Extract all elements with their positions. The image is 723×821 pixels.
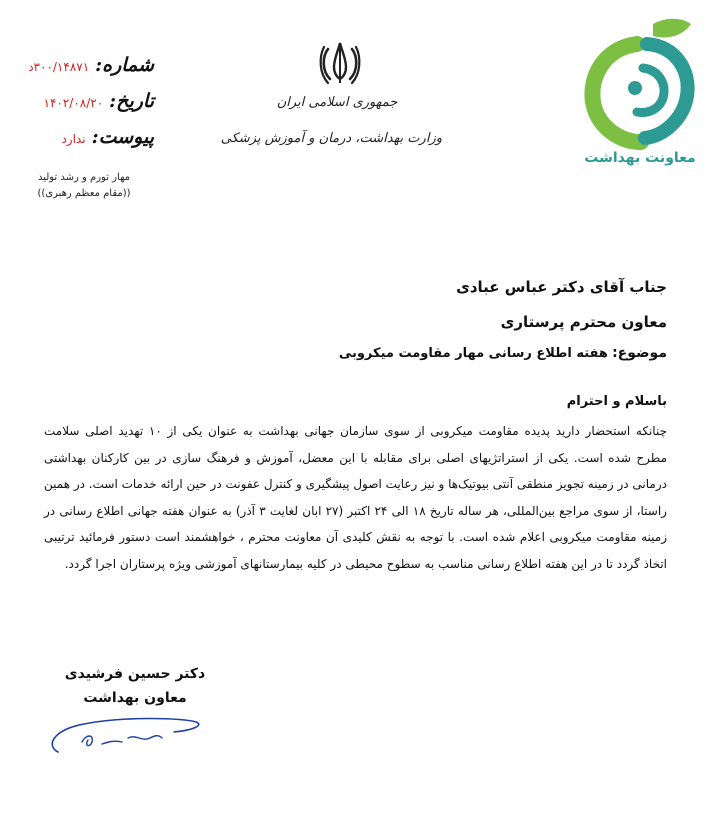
meta-date-value: ۱۴۰۲/۰۸/۲۰ <box>43 96 104 110</box>
meta-date-row <box>14 90 154 126</box>
meta-attachment-label: پیوست: <box>91 126 154 148</box>
meta-number-value: ۳۰۰/۱۴۸۷۱د <box>28 60 90 74</box>
slogan <box>14 170 154 202</box>
ministry-emblem-block <box>220 35 442 175</box>
meta-number-row <box>14 54 154 90</box>
subject-label: موضوع: <box>612 345 667 361</box>
meta-date-label: تاریخ: <box>109 90 154 112</box>
greeting: باسلام و احترام <box>566 394 667 409</box>
handwritten-signature <box>44 712 204 760</box>
health-deputy-logo-icon <box>575 14 705 150</box>
addressee-title: معاون محترم پرستاری <box>500 313 667 331</box>
health-deputy-logo <box>575 14 705 176</box>
subject-line <box>339 345 667 361</box>
meta-attachment-value: ندارد <box>61 132 86 146</box>
addressee-name: جناب آقای دکتر عباس عبادی <box>456 278 667 296</box>
meta-number-label: شماره: <box>95 54 154 76</box>
meta-attachment-row <box>14 126 154 162</box>
emblem-ministry-name: وزارت بهداشت، درمان و آموزش پزشکی <box>220 131 442 146</box>
subject-text: هفته اطلاع رسانی مهار مقاومت میکروبی <box>338 346 608 361</box>
signatory-name: دکتر حسین فرشیدی <box>64 666 206 682</box>
emblem-country-name: جمهوری اسلامی ایران <box>276 95 398 110</box>
iran-emblem-icon <box>318 39 362 85</box>
slogan-line2: ((مقام معظم رهبری)) <box>37 188 131 199</box>
letter-meta <box>14 54 154 162</box>
signatory-title: معاون بهداشت <box>83 690 187 706</box>
slogan-line1: مهار تورم و رشد تولید <box>37 172 131 183</box>
letter-body: چنانکه استحضار دارید پدیده مقاومت میکروبی از سوی سازمان جهانی بهداشت به عنوان یکی از ۱۰ تهدید اصلی سلامت مطرح شده است. یکی از استراتژیهای اصلی برای مقابله با این معضل، آموزش و فرهنگ سازی در بین کارکنان بهداشتی درمانی در زمینه تجویز منطقی آنتی بیوتیک‌ها و نیز رعایت اصول پیشگیری و کنترل عفونت در حین ارائه خدمات است. در همین راستا، از سوی مراجع بین‌المللی، هر ساله تاریخ ۱۸ الی ۲۴ اکتبر (۲۷ ابان لغایت ۳ آذر) به عنوان هفته جهانی اطلاع رسانی در زمینه مقاومت میکروبی اعلام شده است. با توجه به نقش کلیدی آن معاونت محترم ، خواهشمند است دستور فرمائید ترتیبی اتخاذ گردد تا در این هفته اطلاع رسانی مناسب به سطوح محیطی در کلیه بیمارستانهای آموزشی ویژه پرستاران اجرا گردد. <box>44 424 667 571</box>
health-deputy-logo-text: معاونت بهداشت <box>584 150 696 166</box>
